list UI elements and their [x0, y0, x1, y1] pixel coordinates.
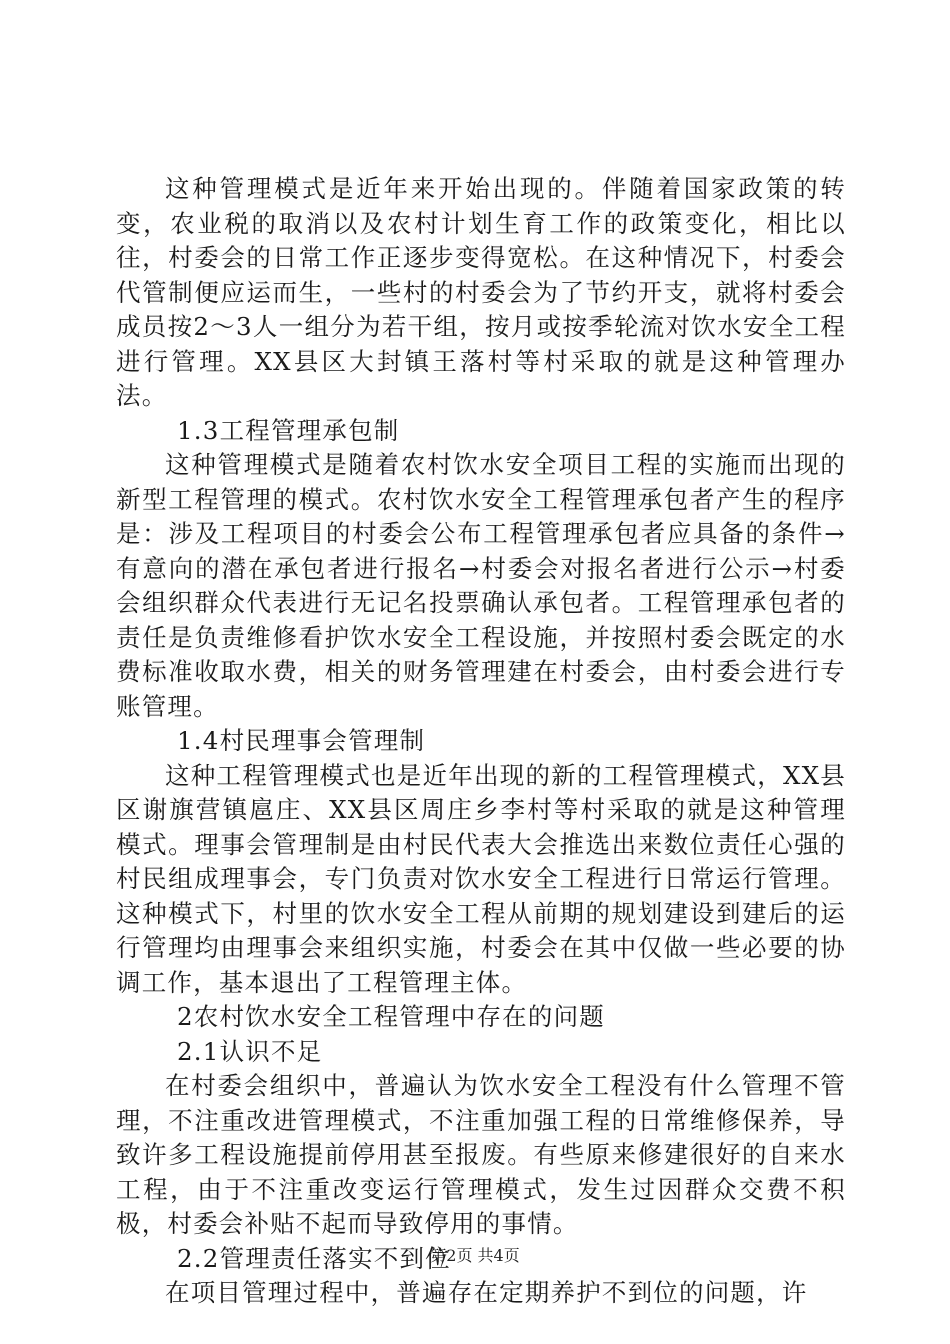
paragraph-contract-management: 这种管理模式是随着农村饮水安全项目工程的实施而出现的新型工程管理的模式。农村饮水安全工程管理承包者产生的程序是：涉及工程项目的村委会公布工程管理承包者应具备的条件→有意向的潜在承包者进行报名→村委会对报名者进行公示→村委会组织群众代表进行无记名投票确认承包者。工程管理承包者的责任是负责维修看护饮水安全工程设施，并按照村委会既定的水费标准收取水费，相关的财务管理建在村委会，由村委会进行专账管理。 — [116, 450, 846, 721]
section-heading-1-4: 1.4村民理事会管理制 — [177, 726, 426, 755]
page-number-footer: 第2页 共4页 — [430, 1246, 520, 1265]
section-heading-1-3: 1.3工程管理承包制 — [177, 415, 400, 445]
paragraph-village-committee-management: 这种管理模式是近年来开始出现的。伴随着国家政策的转变，农业税的取消以及农村计划生育工作的政策变化，相比以往，村委会的日常工作正逐步变得宽松。在这种情况下，村委会代管制便应运而生，一些村的村委会为了节约开支，就将村委会成员按2～3人一组分为若干组，按月或按季轮流对饮水安全工程进行管理。XX县区大封镇王落村等村采取的就是这种管理办法。 — [116, 174, 846, 410]
document-body — [116, 172, 846, 1311]
paragraph-villager-council-management: 这种工程管理模式也是近年出现的新的工程管理模式，XX县区谢旗营镇扈庄、XX县区周庄乡李村等村采取的就是这种管理模式。理事会管理制是由村民代表大会推选出来数位责任心强的村民组成理事会，专门负责对饮水安全工程进行日常运行管理。这种模式下，村里的饮水安全工程从前期的规划建设到建后的运行管理均由理事会来组织实施，村委会在其中仅做一些必要的协调工作，基本退出了工程管理主体。 — [116, 760, 846, 997]
section-heading-2-1: 2.1认识不足 — [177, 1036, 323, 1066]
section-heading-2-2: 2.2管理责任落实不到位 — [177, 1243, 451, 1273]
paragraph-insufficient-awareness: 在村委会组织中，普遍认为饮水安全工程没有什么管理不管理，不注重改进管理模式，不注重加强工程的日常维修保养，导致许多工程设施提前停用甚至报废。有些原来修建很好的自来水工程，由于不注重改变运行管理模式，发生过因群众交费不积极，村委会补贴不起而导致停用的事情。 — [116, 1071, 846, 1238]
section-heading-2: 2农村饮水安全工程管理中存在的问题 — [177, 1002, 605, 1031]
paragraph-responsibility-not-implemented: 在项目管理过程中，普遍存在定期养护不到位的问题，许 — [165, 1278, 808, 1307]
